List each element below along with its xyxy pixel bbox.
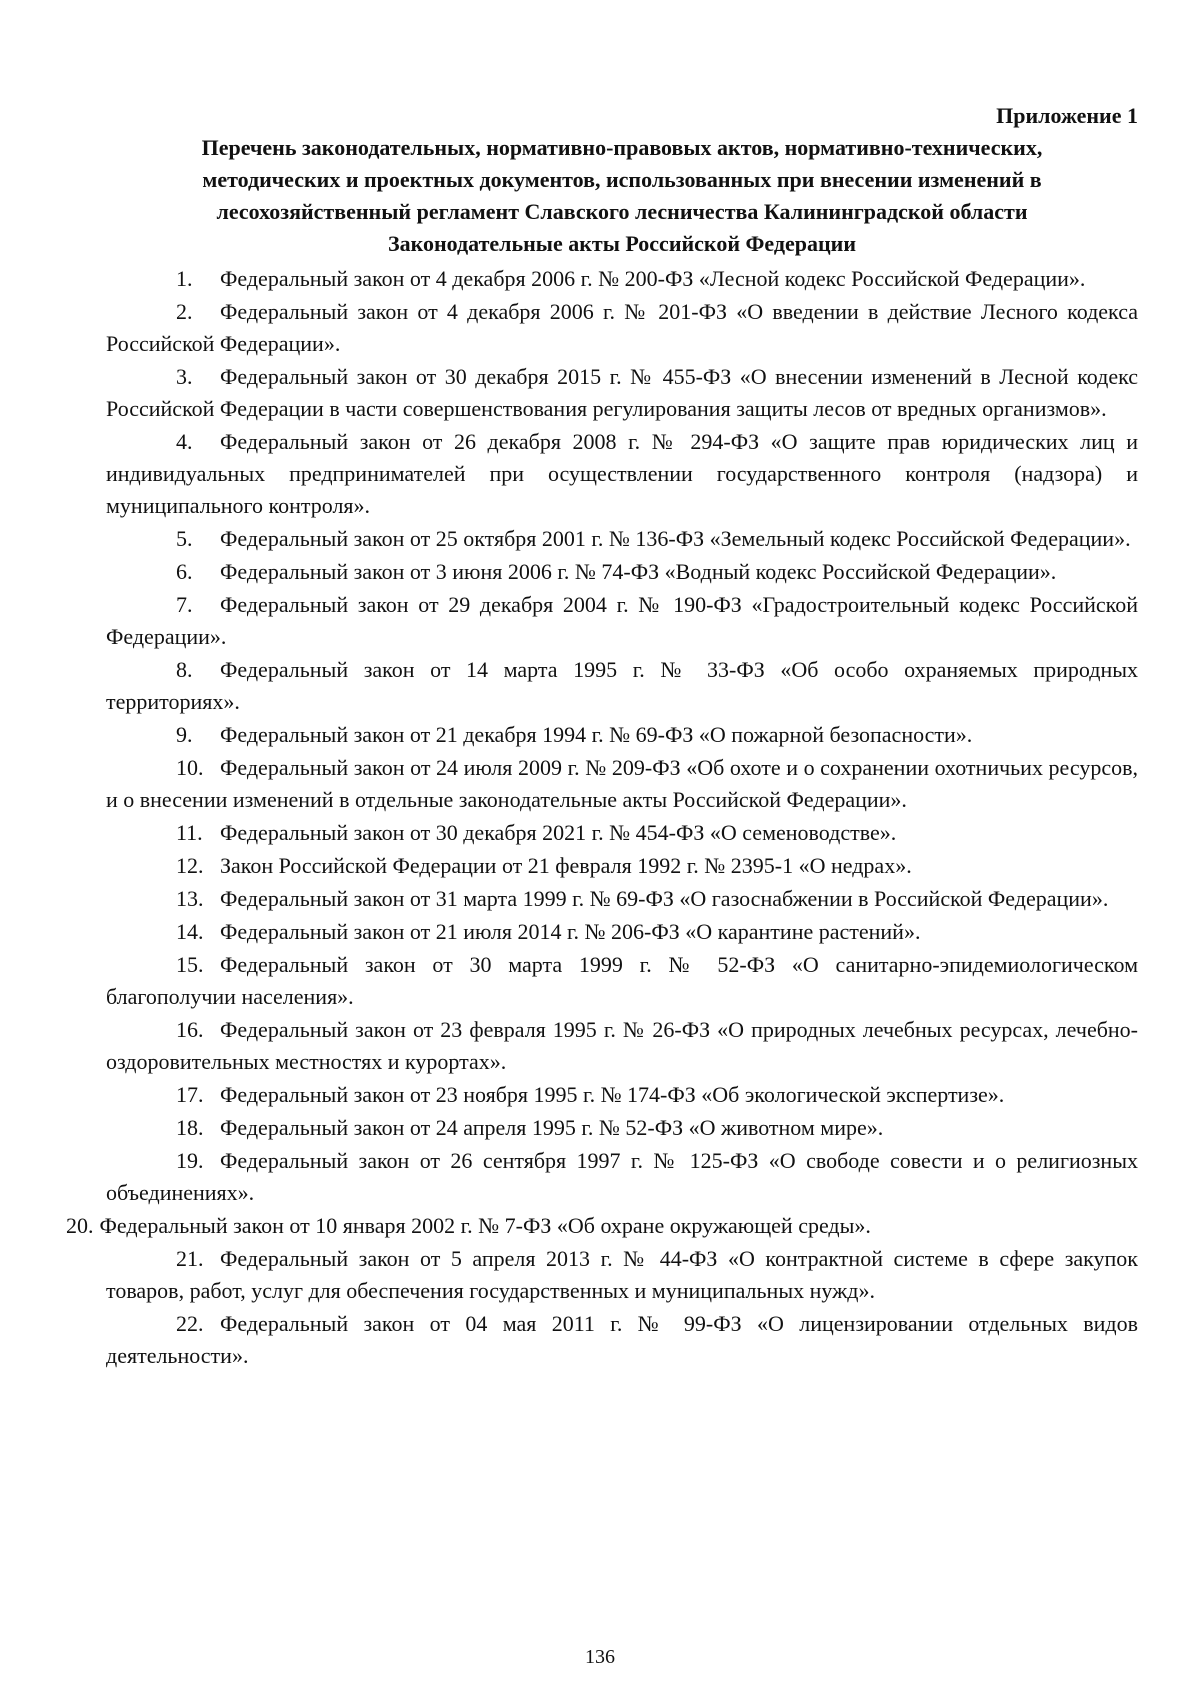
list-item xyxy=(106,883,1138,915)
item-text: Федеральный закон от 30 марта 1999 г. № 52-ФЗ «О санитарно-эпидемиологическом благополучии населения». xyxy=(106,952,1138,1009)
item-number: 16. xyxy=(176,1017,204,1042)
item-number: 18. xyxy=(176,1115,204,1140)
item-text: Федеральный закон от 3 июня 2006 г. № 74-ФЗ «Водный кодекс Российской Федерации». xyxy=(220,559,1057,584)
item-number: 21. xyxy=(176,1246,204,1271)
item-text: Закон Российской Федерации от 21 февраля 1992 г. № 2395-1 «О недрах». xyxy=(220,853,912,878)
item-number: 15. xyxy=(176,952,204,977)
item-text: Федеральный закон от 10 января 2002 г. № 7-ФЗ «Об охране окружающей среды». xyxy=(99,1213,871,1238)
list-item xyxy=(106,426,1138,522)
list-item xyxy=(106,556,1138,588)
item-number: 2. xyxy=(176,299,193,324)
list-item xyxy=(106,263,1138,295)
item-text: Федеральный закон от 26 сентября 1997 г. № 125-ФЗ «О свободе совести и о религиозных объединениях». xyxy=(106,1148,1138,1205)
item-text: Федеральный закон от 4 декабря 2006 г. № 201-ФЗ «О введении в действие Лесного кодекса Российской Федерации». xyxy=(106,299,1138,356)
list-item xyxy=(106,1079,1138,1111)
item-number: 17. xyxy=(176,1082,204,1107)
list-item xyxy=(106,654,1138,718)
list-item xyxy=(106,817,1138,849)
legislation-list xyxy=(66,263,1138,1372)
item-text: Федеральный закон от 29 декабря 2004 г. № 190-ФЗ «Градостроительный кодекс Российской Федерации». xyxy=(106,592,1138,649)
section-heading: Законодательные акты Российской Федерации xyxy=(387,231,857,256)
item-text: Федеральный закон от 30 декабря 2021 г. № 454-ФЗ «О семеноводстве». xyxy=(220,820,897,845)
item-text: Федеральный закон от 23 ноября 1995 г. № 174-ФЗ «Об экологической экспертизе». xyxy=(220,1082,1005,1107)
item-number: 5. xyxy=(176,526,193,551)
item-number: 11. xyxy=(176,820,203,845)
item-number: 12. xyxy=(176,853,204,878)
title-line: лесохозяйственный регламент Славского лесничества Калининградской области xyxy=(216,199,1028,224)
item-number: 22. xyxy=(176,1311,204,1336)
list-item xyxy=(106,1112,1138,1144)
item-number: 9. xyxy=(176,722,193,747)
list-item xyxy=(106,949,1138,1013)
list-item xyxy=(66,1210,1138,1242)
item-text: Федеральный закон от 24 июля 2009 г. № 209-ФЗ «Об охоте и о сохранении охотничьих ресурсов, и о внесении изменений в отдельные законодательные акты Российской Федерации». xyxy=(106,755,1138,812)
list-item xyxy=(106,1243,1138,1307)
list-item xyxy=(106,1014,1138,1078)
item-text: Федеральный закон от 23 февраля 1995 г. № 26-ФЗ «О природных лечебных ресурсах, лечебно-оздоровительных местностях и курортах». xyxy=(106,1017,1138,1074)
item-number: 10. xyxy=(176,755,204,780)
item-number: 6. xyxy=(176,559,193,584)
item-number: 4. xyxy=(176,429,193,454)
item-text: Федеральный закон от 24 апреля 1995 г. № 52-ФЗ «О животном мире». xyxy=(220,1115,884,1140)
list-item xyxy=(106,850,1138,882)
item-text: Федеральный закон от 14 марта 1995 г. № 33-ФЗ «Об особо охраняемых природных территориях». xyxy=(106,657,1138,714)
item-text: Федеральный закон от 04 мая 2011 г. № 99-ФЗ «О лицензировании отдельных видов деятельности». xyxy=(106,1311,1138,1368)
title-line: методических и проектных документов, использованных при внесении изменений в xyxy=(202,167,1042,192)
item-number: 20. xyxy=(66,1213,94,1238)
item-number: 14. xyxy=(176,919,204,944)
item-number: 19. xyxy=(176,1148,204,1173)
list-item xyxy=(106,523,1138,555)
item-text: Федеральный закон от 30 декабря 2015 г. № 455-ФЗ «О внесении изменений в Лесной кодекс Российской Федерации в части совершенствования регулирования защиты лесов от вредных организмов». xyxy=(106,364,1138,421)
appendix-label: Приложение 1 xyxy=(996,103,1138,128)
item-text: Федеральный закон от 26 декабря 2008 г. № 294-ФЗ «О защите прав юридических лиц и индивидуальных предпринимателей при осуществлении государственного контроля (надзора) и муниципального контроля». xyxy=(106,429,1138,518)
item-number: 13. xyxy=(176,886,204,911)
list-item xyxy=(106,752,1138,816)
list-item xyxy=(106,1145,1138,1209)
item-text: Федеральный закон от 4 декабря 2006 г. № 200-ФЗ «Лесной кодекс Российской Федерации». xyxy=(220,266,1086,291)
page-number: 136 xyxy=(585,1646,615,1668)
title-line: Перечень законодательных, нормативно-правовых актов, нормативно-технических, xyxy=(201,135,1043,160)
item-number: 7. xyxy=(176,592,193,617)
list-item xyxy=(106,916,1138,948)
list-item xyxy=(106,296,1138,360)
item-text: Федеральный закон от 5 апреля 2013 г. № 44-ФЗ «О контрактной системе в сфере закупок товаров, работ, услуг для обеспечения государственных и муниципальных нужд». xyxy=(106,1246,1138,1303)
list-item xyxy=(106,361,1138,425)
item-number: 3. xyxy=(176,364,193,389)
item-text: Федеральный закон от 21 июля 2014 г. № 206-ФЗ «О карантине растений». xyxy=(220,919,921,944)
document-title xyxy=(106,132,1138,228)
item-text: Федеральный закон от 21 декабря 1994 г. № 69-ФЗ «О пожарной безопасности». xyxy=(220,722,973,747)
item-text: Федеральный закон от 31 марта 1999 г. № 69-ФЗ «О газоснабжении в Российской Федерации». xyxy=(220,886,1109,911)
item-number: 1. xyxy=(176,266,193,291)
list-item xyxy=(106,719,1138,751)
list-item xyxy=(106,589,1138,653)
item-number: 8. xyxy=(176,657,193,682)
item-text: Федеральный закон от 25 октября 2001 г. № 136-ФЗ «Земельный кодекс Российской Федерации». xyxy=(220,526,1131,551)
document-page xyxy=(66,100,1138,1373)
list-item xyxy=(106,1308,1138,1372)
